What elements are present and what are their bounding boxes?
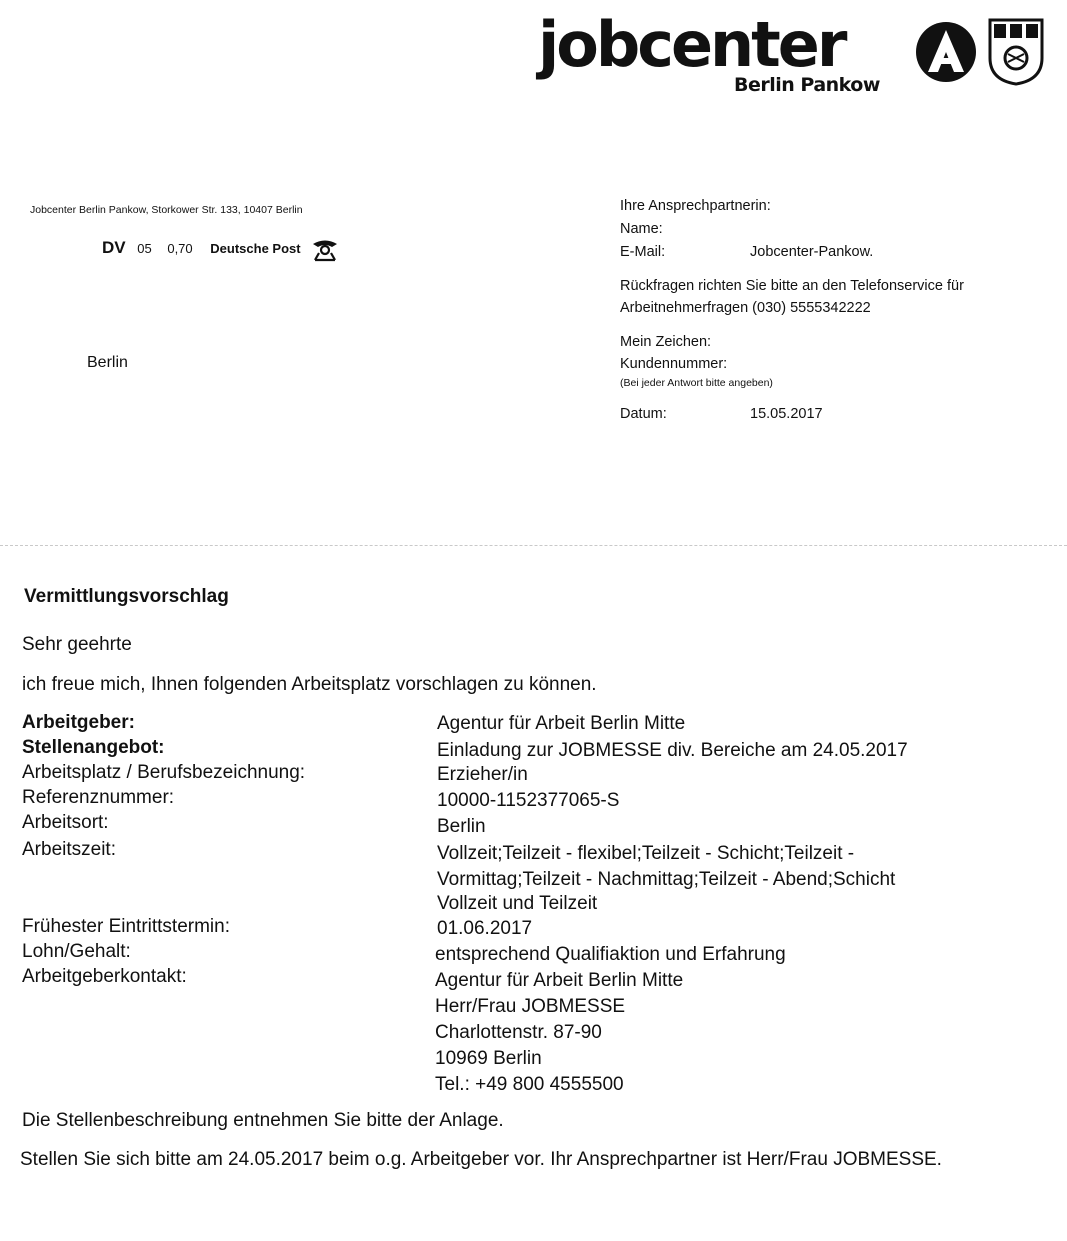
start-date-label: Frühester Eintrittstermin:	[22, 916, 230, 937]
location-value: Berlin	[437, 816, 486, 837]
postage-code: 05	[137, 241, 152, 256]
customer-number-label: Kundennummer:	[620, 356, 728, 372]
customer-number-note: (Bei jeder Antwort bitte angeben)	[620, 377, 773, 389]
location-label: Arbeitsort:	[22, 812, 109, 833]
hours-value-line-3: Vollzeit und Teilzeit	[437, 893, 598, 914]
contact-email-row	[620, 244, 665, 260]
salary-label: Lohn/Gehalt:	[22, 941, 131, 962]
logo-wordmark: jobcenter	[538, 8, 845, 81]
hours-value-line-1: Vollzeit;Teilzeit - flexibel;Teilzeit - Schicht;Teilzeit -	[437, 843, 855, 864]
salary-value: entsprechend Qualifiaktion und Erfahrung	[435, 944, 786, 965]
employer-contact-line-3: Charlottenstr. 87-90	[435, 1022, 602, 1043]
employer-label: Arbeitgeber:	[22, 712, 135, 733]
closing-note-attachment: Die Stellenbeschreibung entnehmen Sie bitte der Anlage.	[22, 1110, 504, 1131]
offer-value: Einladung zur JOBMESSE div. Bereiche am 24.05.2017	[437, 740, 908, 761]
employer-contact-label: Arbeitgeberkontakt:	[22, 966, 187, 987]
letter-heading: Vermittlungsvorschlag	[24, 586, 229, 607]
contact-heading: Ihre Ansprechpartnerin:	[620, 198, 771, 214]
reference-number-value: 10000-1152377065-S	[437, 790, 620, 811]
sender-address-line: Jobcenter Berlin Pankow, Storkower Str. 133, 10407 Berlin	[30, 204, 303, 216]
contact-email-label: E-Mail:	[620, 244, 666, 260]
salutation: Sehr geehrte	[22, 634, 132, 655]
employer-contact-line-2: Herr/Frau JOBMESSE	[435, 996, 626, 1017]
posthorn-icon	[310, 238, 340, 262]
employer-value: Agentur für Arbeit Berlin Mitte	[437, 713, 686, 734]
hours-label: Arbeitszeit:	[22, 839, 116, 860]
position-value: Erzieher/in	[437, 764, 528, 785]
fold-line	[0, 545, 1067, 546]
recipient-city: Berlin	[87, 354, 128, 371]
postage-line	[102, 236, 340, 260]
closing-note-appointment: Stellen Sie sich bitte am 24.05.2017 beim o.g. Arbeitgeber vor. Ihr Ansprechpartner ist Herr/Frau JOBMESSE.	[20, 1149, 942, 1170]
arbeitsagentur-a-icon	[914, 20, 978, 84]
contact-email-value: Jobcenter-Pankow.	[750, 244, 874, 260]
date-value: 15.05.2017	[750, 406, 823, 422]
hours-value-line-2: Vormittag;Teilzeit - Nachmittag;Teilzeit - Abend;Schicht	[437, 869, 896, 890]
reference-label: Mein Zeichen:	[620, 334, 712, 350]
postage-price: 0,70	[167, 241, 193, 256]
employer-contact-phone: Tel.: +49 800 4555500	[435, 1074, 624, 1095]
intro-text: ich freue mich, Ihnen folgenden Arbeitsplatz vorschlagen zu können.	[22, 674, 597, 695]
contact-name-label: Name:	[620, 221, 663, 237]
logo-subtitle: Berlin Pankow	[734, 74, 880, 96]
jobcenter-logo	[538, 8, 1050, 104]
postage-dv: DV	[102, 238, 126, 257]
district-crest-icon	[988, 18, 1044, 86]
position-label: Arbeitsplatz / Berufsbezeichnung:	[22, 762, 306, 783]
reference-number-label: Referenznummer:	[22, 787, 175, 808]
hotline-line-1: Rückfragen richten Sie bitte an den Telefonservice für	[620, 278, 964, 294]
hotline-line-2: Arbeitnehmerfragen (030) 5555342222	[620, 300, 871, 316]
offer-label: Stellenangebot:	[22, 737, 165, 758]
employer-contact-line-1: Agentur für Arbeit Berlin Mitte	[435, 970, 684, 991]
postage-carrier: Deutsche Post	[210, 241, 301, 256]
start-date-value: 01.06.2017	[437, 918, 533, 939]
date-label: Datum:	[620, 406, 667, 422]
employer-contact-line-4: 10969 Berlin	[435, 1048, 542, 1069]
